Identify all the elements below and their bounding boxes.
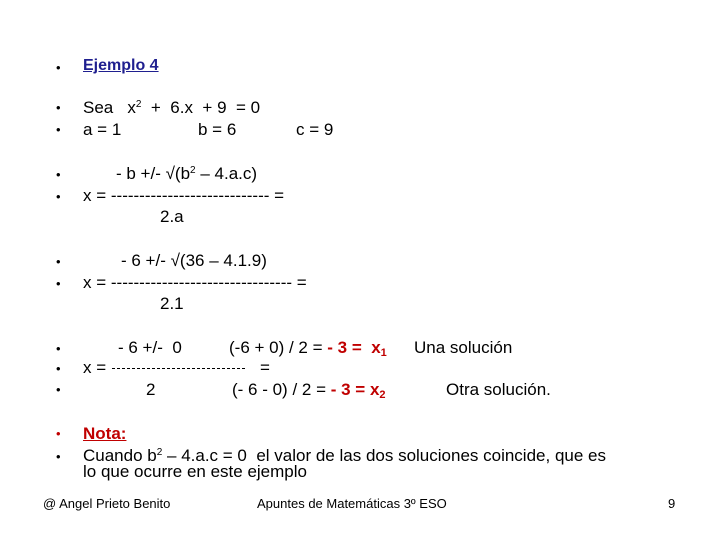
formula-numerator — [116, 164, 257, 184]
result-denominator: 2 — [146, 380, 156, 399]
subst-fraction-line: x = -------------------------------- = — [83, 273, 307, 292]
subst-denominator: 2.1 — [160, 294, 184, 313]
coef-b: b = 6 — [198, 120, 237, 139]
equation-suffix: + 6.x + 9 = 0 — [141, 98, 261, 117]
footer-course: Apuntes de Matemáticas 3º ESO — [257, 496, 447, 511]
solution-2-subscript: 2 — [379, 389, 386, 401]
formula-fraction-line: x = ---------------------------- = — [83, 186, 285, 205]
formula-numerator-exponent: 2 — [190, 165, 196, 176]
formula-numerator-suffix: – 4.a.c) — [195, 164, 258, 183]
bullet: • — [56, 167, 61, 182]
solution-1 — [229, 338, 387, 358]
bullet: • — [56, 449, 61, 464]
page-number: 9 — [668, 496, 676, 511]
equation-prefix: Sea x — [83, 98, 136, 117]
subst-numerator: - 6 +/- √(36 – 4.1.9) — [121, 251, 267, 270]
bullet: • — [56, 276, 61, 291]
solution-2-expr: (- 6 - 0) / 2 = — [232, 380, 331, 399]
fraction-bar — [112, 368, 245, 369]
bullet: • — [56, 341, 61, 356]
result-x-equals: x = — [83, 358, 107, 377]
bullet: • — [56, 60, 61, 75]
solution-2 — [232, 380, 386, 400]
equation-line — [83, 98, 260, 118]
note-line-1-exponent: 2 — [156, 447, 163, 458]
coef-a: a = 1 — [83, 120, 122, 139]
bullet: • — [56, 382, 61, 397]
footer-author: @ Angel Prieto Benito — [43, 496, 171, 511]
bullet: • — [56, 189, 61, 204]
coef-c: c = 9 — [296, 120, 334, 139]
solution-2-value: - 3 = x — [330, 380, 380, 399]
formula-denominator: 2.a — [160, 207, 184, 226]
formula-numerator-prefix: - b +/- √(b — [116, 164, 191, 183]
result-equals: = — [260, 358, 270, 377]
equation-exponent: 2 — [135, 99, 142, 110]
result-numerator: - 6 +/- 0 — [118, 338, 182, 357]
solution-1-expr: (-6 + 0) / 2 = — [229, 338, 328, 357]
solution-1-subscript: 1 — [380, 347, 387, 359]
note-label: Nota: — [83, 424, 127, 443]
note-line-2: lo que ocurre en este ejemplo — [83, 462, 307, 481]
solution-2-label: Otra solución. — [446, 380, 551, 399]
solution-1-label: Una solución — [414, 338, 513, 357]
bullet: • — [56, 254, 61, 269]
note-line-1-suffix: – 4.a.c = 0 el valor de las dos soluciones coincide, que es — [162, 446, 606, 465]
bullet: • — [56, 100, 61, 115]
bullet: • — [56, 426, 61, 441]
slide-title: Ejemplo 4 — [83, 57, 159, 74]
bullet: • — [56, 361, 61, 376]
solution-1-value: - 3 = x — [327, 338, 381, 357]
note-line-1-prefix: Cuando b — [83, 446, 157, 465]
bullet: • — [56, 122, 61, 137]
